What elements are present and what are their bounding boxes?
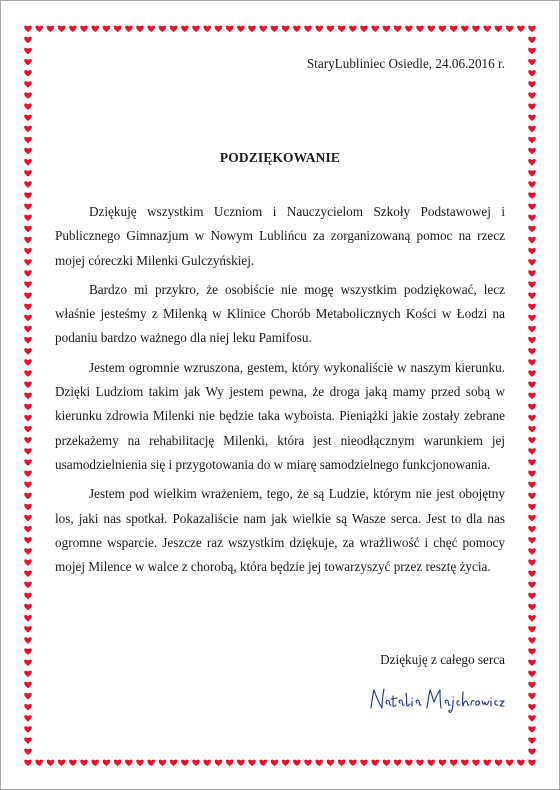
heart-icon [24, 159, 32, 165]
heart-icon [528, 559, 536, 565]
heart-icon [528, 126, 536, 132]
heart-icon [24, 559, 32, 565]
heart-icon [35, 760, 43, 766]
heart-icon [528, 293, 536, 299]
heart-icon [528, 648, 536, 654]
heart-icon [24, 126, 32, 132]
heart-icon [528, 615, 536, 621]
heart-icon [24, 537, 32, 543]
heart-icon [528, 381, 536, 387]
heart-icon [528, 326, 536, 332]
heart-icon [24, 437, 32, 443]
heart-icon [528, 682, 536, 688]
heart-icon [24, 704, 32, 710]
heart-icon [24, 359, 32, 365]
heart-icon [528, 226, 536, 232]
heart-icon [24, 715, 32, 721]
heart-icon [528, 215, 536, 221]
heart-icon [528, 470, 536, 476]
heart-icon [528, 760, 536, 766]
heart-icon [24, 726, 32, 732]
heart-icon [24, 748, 32, 754]
heart-icon [24, 170, 32, 176]
heart-icon [528, 92, 536, 98]
paragraph-2: Bardzo mi przykro, że osobiście nie mogę wszystkim podziękować, lecz właśnie jesteśmy z Milenką w Klinice Chorób Metabolicznych Kości w Łodzi na podaniu bardzo ważnego dla niej leku Pamifosu. [55, 281, 505, 346]
heart-icon [24, 515, 32, 521]
heart-icon [24, 637, 32, 643]
heart-icon [528, 493, 536, 499]
heart-icon [24, 281, 32, 287]
heart-icon [24, 92, 32, 98]
heart-icon [24, 682, 32, 688]
heart-icon [24, 426, 32, 432]
heart-icon [528, 671, 536, 677]
heart-icon [528, 582, 536, 588]
heart-icon [24, 593, 32, 599]
heart-icon [24, 548, 32, 554]
heart-icon [24, 148, 32, 154]
heart-icon [24, 760, 32, 766]
heart-icon [528, 170, 536, 176]
heart-icon [517, 26, 525, 32]
heart-icon [24, 615, 32, 621]
heart-icon [24, 448, 32, 454]
heart-icon [528, 70, 536, 76]
heart-icon [528, 448, 536, 454]
heart-icon [24, 48, 32, 54]
heart-icon [528, 626, 536, 632]
heart-icon [506, 26, 514, 32]
heart-icon [24, 81, 32, 87]
heart-icon [528, 159, 536, 165]
heart-icon [528, 304, 536, 310]
heart-icon [24, 671, 32, 677]
heart-icon [517, 760, 525, 766]
heart-icon [24, 70, 32, 76]
heart-icon [24, 37, 32, 43]
heart-icon [528, 660, 536, 666]
heart-icon [24, 293, 32, 299]
heart-icon [528, 737, 536, 743]
heart-icon [24, 415, 32, 421]
heart-icon [24, 370, 32, 376]
heart-icon [24, 526, 32, 532]
paragraph-1: Dziękuję wszystkim Uczniom i Nauczycielom Szkoły Podstawowej i Publicznego Gimnazjum w Nowym Lublińcu za zorganizowaną pomoc na rzecz mojej córeczki Milenki Gulczyńskiej. [55, 204, 505, 268]
heart-icon [528, 593, 536, 599]
heart-icon [24, 181, 32, 187]
heart-icon [24, 626, 32, 632]
heart-icon [24, 226, 32, 232]
heart-icon [528, 415, 536, 421]
heart-icon [24, 192, 32, 198]
heart-icon [528, 370, 536, 376]
letter-body [55, 200, 505, 584]
heart-icon [24, 237, 32, 243]
heart-icon [528, 748, 536, 754]
heart-icon [24, 470, 32, 476]
heart-icon [528, 281, 536, 287]
heart-icon [528, 148, 536, 154]
heart-icon [24, 103, 32, 109]
heart-icon [528, 137, 536, 143]
heart-icon [528, 393, 536, 399]
heart-icon [528, 715, 536, 721]
handwritten-signature [367, 684, 507, 714]
heart-icon [24, 459, 32, 465]
heart-icon [528, 482, 536, 488]
heart-icon [528, 726, 536, 732]
heart-icon [24, 26, 32, 32]
heart-icon [35, 26, 43, 32]
letter-heading: PODZIĘKOWANIE [219, 150, 341, 165]
heart-icon [528, 459, 536, 465]
heart-icon [24, 381, 32, 387]
heart-icon [528, 237, 536, 243]
heart-icon [528, 259, 536, 265]
heart-icon [528, 426, 536, 432]
heart-icon [528, 571, 536, 577]
heart-icon [24, 693, 32, 699]
heart-icon [24, 493, 32, 499]
heart-icon [528, 204, 536, 210]
heart-icon [528, 192, 536, 198]
heart-icon [528, 504, 536, 510]
heart-icon [24, 648, 32, 654]
heart-icon [47, 760, 55, 766]
heart-icon [528, 181, 536, 187]
heart-icon [24, 660, 32, 666]
heart-icon [24, 248, 32, 254]
heart-icon [24, 304, 32, 310]
heart-icon [528, 537, 536, 543]
heart-icon [528, 270, 536, 276]
heart-icon [528, 26, 536, 32]
heart-icon [24, 393, 32, 399]
heart-icon [24, 482, 32, 488]
heart-icon [528, 637, 536, 643]
heart-icon [528, 59, 536, 65]
heart-icon [528, 337, 536, 343]
heart-icon [24, 348, 32, 354]
heart-icon [528, 404, 536, 410]
heart-icon [528, 248, 536, 254]
heart-icon [528, 437, 536, 443]
heart-icon [24, 215, 32, 221]
heart-icon [528, 515, 536, 521]
place-date: StaryLubliniec Osiedle, 24.06.2016 r. [306, 56, 505, 71]
heart-icon [528, 103, 536, 109]
heart-icon [24, 204, 32, 210]
heart-icon [24, 137, 32, 143]
heart-icon [24, 315, 32, 321]
heart-icon [528, 315, 536, 321]
closing-line: Dziękuję z całego serca [380, 652, 505, 667]
heart-icon [24, 337, 32, 343]
paragraph-4: Jestem pod wielkim wrażeniem, tego, że są Ludzie, którym nie jest obojętny los, jaki nas spotkał. Pokazaliście nam jak wielkie są Wasze serca. Jest to dla nas ogromne wsparcie. Jeszcze raz wszystkim dziękuje, za wrażliwość i chęć pomocy mojej Milence w walce z chorobą, która będzie jej towarzyszyć przez resztę życia. [55, 486, 505, 575]
heart-icon [528, 359, 536, 365]
heart-icon [528, 693, 536, 699]
heart-icon [528, 348, 536, 354]
heart-icon [24, 259, 32, 265]
heart-icon [528, 37, 536, 43]
paragraph-3: Jestem ogromnie wzruszona, gestem, który wykonaliście w naszym kierunku. Dzięki Ludziom takim jak Wy jestem pewna, że droga jaką mamy przed sobą w kierunku zdrowia Milenki nie będzie taka wyboista. Pieniążki jakie zostały zebrane przekażemy na rehabilitację Milenki, która jest nieodłącznym warunkiem jej usamodzielnienia się i przygotowania do w miarę samodzielnego funkcjonowania. [55, 359, 505, 472]
heart-icon [47, 26, 55, 32]
heart-icon [24, 404, 32, 410]
heart-icon [24, 504, 32, 510]
heart-icon [24, 582, 32, 588]
heart-icon [528, 81, 536, 87]
heart-icon [24, 115, 32, 121]
heart-icon [24, 270, 32, 276]
heart-icon [506, 760, 514, 766]
heart-icon [528, 548, 536, 554]
heart-icon [528, 48, 536, 54]
heart-icon [24, 571, 32, 577]
heart-icon [24, 59, 32, 65]
heart-icon [528, 526, 536, 532]
heart-icon [528, 704, 536, 710]
heart-icon [24, 604, 32, 610]
heart-icon [24, 737, 32, 743]
heart-icon [24, 326, 32, 332]
heart-icon [528, 115, 536, 121]
letter-content [55, 0, 505, 790]
heart-icon [528, 604, 536, 610]
